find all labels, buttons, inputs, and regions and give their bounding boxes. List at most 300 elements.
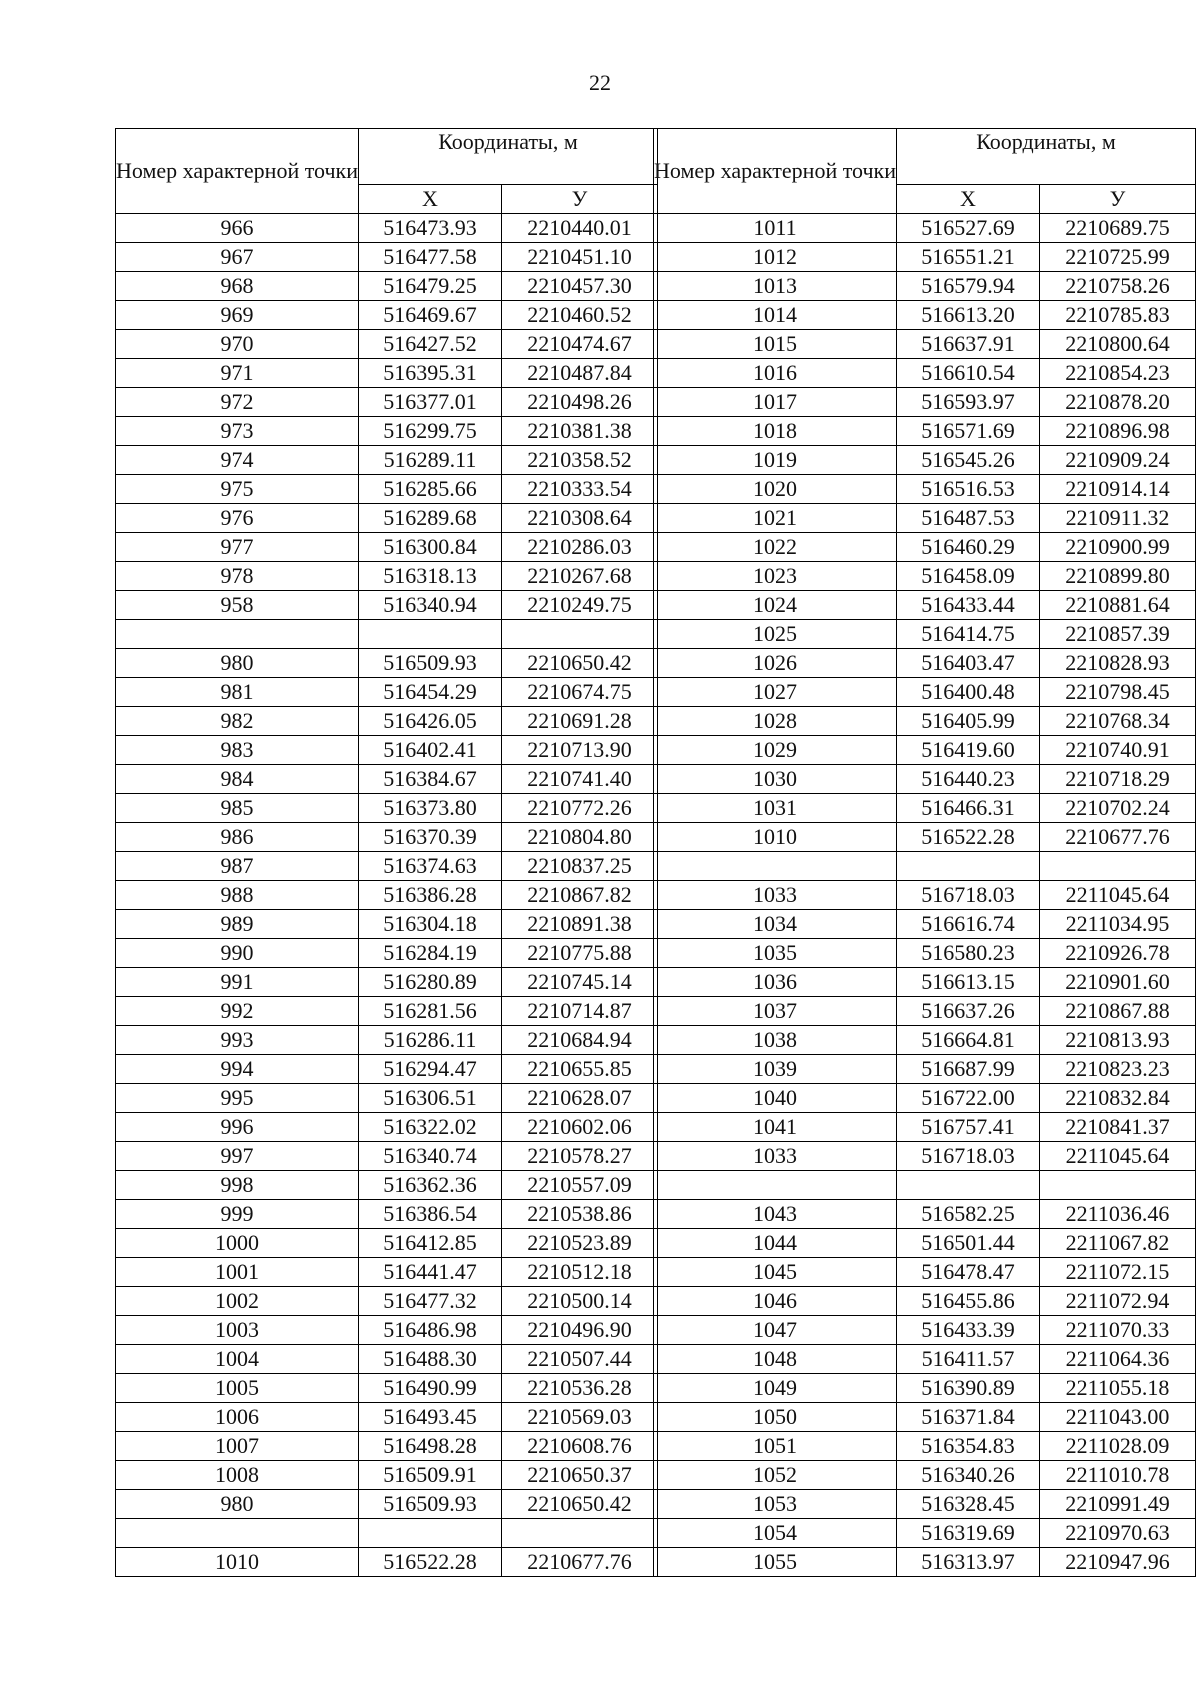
cell-y: 2210684.94 [502, 1026, 658, 1055]
table-row [654, 301, 1196, 330]
cell-point-number: 968 [116, 272, 359, 301]
cell-y: 2211070.33 [1040, 1316, 1196, 1345]
table-row [116, 1345, 658, 1374]
cell-point-number: 1046 [654, 1287, 897, 1316]
cell-x: 516454.29 [359, 678, 502, 707]
table-row [654, 1287, 1196, 1316]
table-row [654, 1490, 1196, 1519]
table-row [116, 533, 658, 562]
cell-point-number: 1028 [654, 707, 897, 736]
table-row [116, 330, 658, 359]
cell-y: 2210926.78 [1040, 939, 1196, 968]
table-row [654, 1316, 1196, 1345]
cell-y: 2210896.98 [1040, 417, 1196, 446]
table-row [116, 1258, 658, 1287]
header-coordinates: Координаты, м [897, 129, 1196, 185]
cell-x: 516718.03 [897, 1142, 1040, 1171]
cell-x: 516582.25 [897, 1200, 1040, 1229]
table-row [116, 910, 658, 939]
cell-point-number: 1038 [654, 1026, 897, 1055]
cell-x: 516433.44 [897, 591, 1040, 620]
table-row [654, 910, 1196, 939]
cell-point-number: 981 [116, 678, 359, 707]
table-row [654, 1345, 1196, 1374]
cell-y: 2210947.96 [1040, 1548, 1196, 1577]
cell-point-number: 989 [116, 910, 359, 939]
cell-point-number: 1041 [654, 1113, 897, 1142]
cell-x: 516486.98 [359, 1316, 502, 1345]
table-row [116, 794, 658, 823]
cell-x: 516616.74 [897, 910, 1040, 939]
cell-point-number: 1019 [654, 446, 897, 475]
cell-x: 516340.94 [359, 591, 502, 620]
cell-y [502, 1519, 658, 1548]
cell-point-number: 1029 [654, 736, 897, 765]
cell-x: 516610.54 [897, 359, 1040, 388]
cell-y: 2210725.99 [1040, 243, 1196, 272]
cell-point-number: 994 [116, 1055, 359, 1084]
table-row [654, 1432, 1196, 1461]
cell-point-number: 984 [116, 765, 359, 794]
cell-y: 2210841.37 [1040, 1113, 1196, 1142]
cell-y: 2210714.87 [502, 997, 658, 1026]
cell-x: 516545.26 [897, 446, 1040, 475]
cell-point-number: 1025 [654, 620, 897, 649]
cell-y: 2210991.49 [1040, 1490, 1196, 1519]
cell-y: 2210538.86 [502, 1200, 658, 1229]
cell-point-number: 1010 [654, 823, 897, 852]
table-row [654, 881, 1196, 910]
cell-y: 2210891.38 [502, 910, 658, 939]
table-row [116, 1461, 658, 1490]
table-row [116, 997, 658, 1026]
header-y: У [502, 185, 658, 214]
cell-y [1040, 852, 1196, 881]
cell-x: 516501.44 [897, 1229, 1040, 1258]
table-row [654, 272, 1196, 301]
cell-x: 516319.69 [897, 1519, 1040, 1548]
cell-point-number: 990 [116, 939, 359, 968]
table-row [654, 1113, 1196, 1142]
cell-x: 516664.81 [897, 1026, 1040, 1055]
cell-point-number: 1004 [116, 1345, 359, 1374]
cell-x: 516477.32 [359, 1287, 502, 1316]
cell-point-number [116, 620, 359, 649]
table-row [654, 1026, 1196, 1055]
table-row [116, 243, 658, 272]
table-row [116, 359, 658, 388]
cell-point-number: 973 [116, 417, 359, 446]
cell-point-number: 1000 [116, 1229, 359, 1258]
cell-x: 516384.67 [359, 765, 502, 794]
table-row [654, 678, 1196, 707]
table-row [654, 504, 1196, 533]
cell-x: 516687.99 [897, 1055, 1040, 1084]
cell-y: 2210911.32 [1040, 504, 1196, 533]
cell-y: 2210798.45 [1040, 678, 1196, 707]
table-row [654, 1403, 1196, 1432]
cell-y: 2210451.10 [502, 243, 658, 272]
cell-x: 516493.45 [359, 1403, 502, 1432]
cell-y: 2210507.44 [502, 1345, 658, 1374]
cell-point-number: 971 [116, 359, 359, 388]
cell-y: 2210602.06 [502, 1113, 658, 1142]
cell-x: 516318.13 [359, 562, 502, 591]
cell-y: 2210655.85 [502, 1055, 658, 1084]
table-row [116, 678, 658, 707]
cell-x: 516571.69 [897, 417, 1040, 446]
cell-point-number: 1017 [654, 388, 897, 417]
cell-x: 516414.75 [897, 620, 1040, 649]
cell-y: 2210970.63 [1040, 1519, 1196, 1548]
cell-y: 2211072.94 [1040, 1287, 1196, 1316]
cell-x: 516294.47 [359, 1055, 502, 1084]
cell-point-number: 1044 [654, 1229, 897, 1258]
table-row [654, 620, 1196, 649]
cell-x [897, 852, 1040, 881]
cell-x: 516285.66 [359, 475, 502, 504]
cell-x: 516403.47 [897, 649, 1040, 678]
table-row [116, 968, 658, 997]
cell-y: 2210569.03 [502, 1403, 658, 1432]
cell-x: 516377.01 [359, 388, 502, 417]
cell-x: 516455.86 [897, 1287, 1040, 1316]
cell-point-number: 1001 [116, 1258, 359, 1287]
cell-x: 516280.89 [359, 968, 502, 997]
table-row [116, 1287, 658, 1316]
table-row [654, 417, 1196, 446]
cell-x: 516551.21 [897, 243, 1040, 272]
cell-point-number: 978 [116, 562, 359, 591]
cell-point-number: 967 [116, 243, 359, 272]
cell-y: 2210832.84 [1040, 1084, 1196, 1113]
cell-point-number: 996 [116, 1113, 359, 1142]
cell-x: 516412.85 [359, 1229, 502, 1258]
cell-x: 516509.91 [359, 1461, 502, 1490]
cell-x: 516419.60 [897, 736, 1040, 765]
cell-x: 516426.05 [359, 707, 502, 736]
cell-point-number: 1013 [654, 272, 897, 301]
cell-point-number [654, 1171, 897, 1200]
cell-y: 2210578.27 [502, 1142, 658, 1171]
cell-point-number: 1012 [654, 243, 897, 272]
cell-point-number: 993 [116, 1026, 359, 1055]
table-row [654, 736, 1196, 765]
cell-y [502, 620, 658, 649]
cell-x: 516509.93 [359, 649, 502, 678]
cell-y: 2211067.82 [1040, 1229, 1196, 1258]
cell-x: 516522.28 [359, 1548, 502, 1577]
cell-x: 516469.67 [359, 301, 502, 330]
table-row [116, 881, 658, 910]
cell-x: 516466.31 [897, 794, 1040, 823]
cell-y: 2210867.88 [1040, 997, 1196, 1026]
cell-x: 516284.19 [359, 939, 502, 968]
cell-x: 516718.03 [897, 881, 1040, 910]
cell-x: 516579.94 [897, 272, 1040, 301]
cell-point-number: 1050 [654, 1403, 897, 1432]
cell-y: 2210878.20 [1040, 388, 1196, 417]
cell-y: 2210900.99 [1040, 533, 1196, 562]
cell-point-number: 1008 [116, 1461, 359, 1490]
cell-y: 2210249.75 [502, 591, 658, 620]
cell-point-number: 972 [116, 388, 359, 417]
cell-x: 516322.02 [359, 1113, 502, 1142]
cell-y: 2210768.34 [1040, 707, 1196, 736]
cell-y: 2210677.76 [1040, 823, 1196, 852]
cell-x: 516722.00 [897, 1084, 1040, 1113]
cell-y: 2210867.82 [502, 881, 658, 910]
cell-y: 2210674.75 [502, 678, 658, 707]
cell-x: 516440.23 [897, 765, 1040, 794]
cell-point-number: 1027 [654, 678, 897, 707]
cell-point-number: 988 [116, 881, 359, 910]
cell-y: 2210854.23 [1040, 359, 1196, 388]
table-row [654, 1229, 1196, 1258]
cell-point-number: 970 [116, 330, 359, 359]
cell-point-number: 1036 [654, 968, 897, 997]
cell-point-number: 1002 [116, 1287, 359, 1316]
cell-x [359, 1519, 502, 1548]
cell-x: 516373.80 [359, 794, 502, 823]
cell-y: 2210772.26 [502, 794, 658, 823]
cell-y: 2210689.75 [1040, 214, 1196, 243]
table-row [654, 1519, 1196, 1548]
cell-point-number: 1037 [654, 997, 897, 1026]
cell-point-number: 966 [116, 214, 359, 243]
table-row [654, 446, 1196, 475]
cell-point-number: 1007 [116, 1432, 359, 1461]
cell-x: 516340.26 [897, 1461, 1040, 1490]
header-point-number: Номер характерной точки [654, 129, 897, 214]
cell-point-number: 980 [116, 649, 359, 678]
cell-y: 2211064.36 [1040, 1345, 1196, 1374]
cell-y: 2210628.07 [502, 1084, 658, 1113]
cell-point-number: 995 [116, 1084, 359, 1113]
table-row [116, 1490, 658, 1519]
table-row [116, 301, 658, 330]
cell-x: 516289.11 [359, 446, 502, 475]
cell-x: 516488.30 [359, 1345, 502, 1374]
table-row [654, 765, 1196, 794]
cell-x: 516509.93 [359, 1490, 502, 1519]
cell-x: 516390.89 [897, 1374, 1040, 1403]
table-row [116, 1229, 658, 1258]
table-row [654, 1461, 1196, 1490]
cell-point-number: 982 [116, 707, 359, 736]
table-row [116, 504, 658, 533]
cell-point-number: 1011 [654, 214, 897, 243]
cell-y: 2210523.89 [502, 1229, 658, 1258]
cell-point-number: 1051 [654, 1432, 897, 1461]
table-row [116, 272, 658, 301]
cell-x: 516613.15 [897, 968, 1040, 997]
table-row [654, 794, 1196, 823]
table-row [116, 1403, 658, 1432]
header-coordinates: Координаты, м [359, 129, 658, 185]
table-row [654, 1142, 1196, 1171]
cell-y: 2210857.39 [1040, 620, 1196, 649]
table-row [654, 968, 1196, 997]
cell-point-number: 986 [116, 823, 359, 852]
table-row [116, 765, 658, 794]
table-row [116, 852, 658, 881]
cell-y: 2210557.09 [502, 1171, 658, 1200]
table-body [654, 214, 1196, 1577]
cell-y: 2211045.64 [1040, 1142, 1196, 1171]
cell-x: 516516.53 [897, 475, 1040, 504]
cell-y: 2210909.24 [1040, 446, 1196, 475]
table-row [116, 591, 658, 620]
cell-point-number: 1055 [654, 1548, 897, 1577]
cell-x: 516374.63 [359, 852, 502, 881]
cell-point-number: 1034 [654, 910, 897, 939]
coordinates-table-right [653, 128, 1196, 1577]
cell-y: 2210650.42 [502, 649, 658, 678]
cell-point-number: 1047 [654, 1316, 897, 1345]
cell-y: 2210358.52 [502, 446, 658, 475]
cell-y: 2210677.76 [502, 1548, 658, 1577]
cell-y: 2210823.23 [1040, 1055, 1196, 1084]
cell-point-number: 1024 [654, 591, 897, 620]
table-row [116, 446, 658, 475]
cell-x: 516281.56 [359, 997, 502, 1026]
cell-point-number: 991 [116, 968, 359, 997]
cell-point-number: 976 [116, 504, 359, 533]
cell-point-number: 980 [116, 1490, 359, 1519]
cell-point-number [116, 1519, 359, 1548]
cell-x: 516386.54 [359, 1200, 502, 1229]
cell-point-number: 1010 [116, 1548, 359, 1577]
cell-y: 2210804.80 [502, 823, 658, 852]
cell-point-number: 1048 [654, 1345, 897, 1374]
cell-x: 516354.83 [897, 1432, 1040, 1461]
cell-y: 2210333.54 [502, 475, 658, 504]
cell-x [897, 1171, 1040, 1200]
table-row [654, 852, 1196, 881]
table-row [654, 533, 1196, 562]
cell-y: 2211036.46 [1040, 1200, 1196, 1229]
cell-y: 2210267.68 [502, 562, 658, 591]
cell-point-number: 999 [116, 1200, 359, 1229]
cell-y: 2210828.93 [1040, 649, 1196, 678]
cell-point-number: 1040 [654, 1084, 897, 1113]
cell-y: 2210718.29 [1040, 765, 1196, 794]
table-row [654, 823, 1196, 852]
cell-y: 2210460.52 [502, 301, 658, 330]
table-row [116, 475, 658, 504]
table-row [654, 1055, 1196, 1084]
table-row [116, 1055, 658, 1084]
table-row [116, 1113, 658, 1142]
table-row [116, 620, 658, 649]
table-row [116, 562, 658, 591]
table-row [116, 388, 658, 417]
cell-y: 2210901.60 [1040, 968, 1196, 997]
table-row [654, 1548, 1196, 1577]
cell-point-number: 958 [116, 591, 359, 620]
cell-y: 2210457.30 [502, 272, 658, 301]
cell-point-number: 1014 [654, 301, 897, 330]
cell-point-number: 1049 [654, 1374, 897, 1403]
table-row [654, 1171, 1196, 1200]
table-body [116, 214, 658, 1577]
table-row [654, 330, 1196, 359]
header-y: У [1040, 185, 1196, 214]
cell-point-number: 1021 [654, 504, 897, 533]
cell-point-number: 969 [116, 301, 359, 330]
cell-point-number: 1033 [654, 881, 897, 910]
cell-x: 516395.31 [359, 359, 502, 388]
cell-point-number: 1015 [654, 330, 897, 359]
cell-y: 2210650.42 [502, 1490, 658, 1519]
table-row [116, 1374, 658, 1403]
cell-y: 2210496.90 [502, 1316, 658, 1345]
table-row [654, 388, 1196, 417]
cell-x: 516487.53 [897, 504, 1040, 533]
cell-y: 2210308.64 [502, 504, 658, 533]
table-row [116, 1432, 658, 1461]
table-row [654, 1200, 1196, 1229]
cell-x: 516477.58 [359, 243, 502, 272]
cell-y: 2211045.64 [1040, 881, 1196, 910]
cell-x: 516400.48 [897, 678, 1040, 707]
cell-x: 516757.41 [897, 1113, 1040, 1142]
cell-point-number: 985 [116, 794, 359, 823]
cell-y: 2210740.91 [1040, 736, 1196, 765]
cell-y: 2210702.24 [1040, 794, 1196, 823]
cell-x: 516490.99 [359, 1374, 502, 1403]
cell-y: 2210800.64 [1040, 330, 1196, 359]
cell-x: 516458.09 [897, 562, 1040, 591]
cell-point-number: 1052 [654, 1461, 897, 1490]
table-row [116, 649, 658, 678]
cell-point-number: 975 [116, 475, 359, 504]
table-row [654, 475, 1196, 504]
cell-x: 516340.74 [359, 1142, 502, 1171]
cell-x: 516460.29 [897, 533, 1040, 562]
header-x: X [897, 185, 1040, 214]
cell-point-number: 992 [116, 997, 359, 1026]
cell-y: 2210785.83 [1040, 301, 1196, 330]
table-row [116, 417, 658, 446]
cell-x: 516613.20 [897, 301, 1040, 330]
cell-y: 2210713.90 [502, 736, 658, 765]
table-row [654, 649, 1196, 678]
cell-x: 516289.68 [359, 504, 502, 533]
table-row [116, 1548, 658, 1577]
cell-y: 2210474.67 [502, 330, 658, 359]
coordinates-table-left [115, 128, 658, 1577]
cell-x: 516304.18 [359, 910, 502, 939]
cell-x: 516370.39 [359, 823, 502, 852]
table-row [116, 1200, 658, 1229]
header-point-number: Номер характерной точки [116, 129, 359, 214]
cell-y: 2211028.09 [1040, 1432, 1196, 1461]
cell-x: 516479.25 [359, 272, 502, 301]
cell-x: 516299.75 [359, 417, 502, 446]
table-row [116, 1026, 658, 1055]
table-row [116, 939, 658, 968]
table-row [116, 214, 658, 243]
cell-x: 516478.47 [897, 1258, 1040, 1287]
cell-point-number: 974 [116, 446, 359, 475]
table-row [654, 1084, 1196, 1113]
cell-point-number: 1039 [654, 1055, 897, 1084]
table-row [654, 1374, 1196, 1403]
table-row [654, 562, 1196, 591]
cell-y: 2210741.40 [502, 765, 658, 794]
